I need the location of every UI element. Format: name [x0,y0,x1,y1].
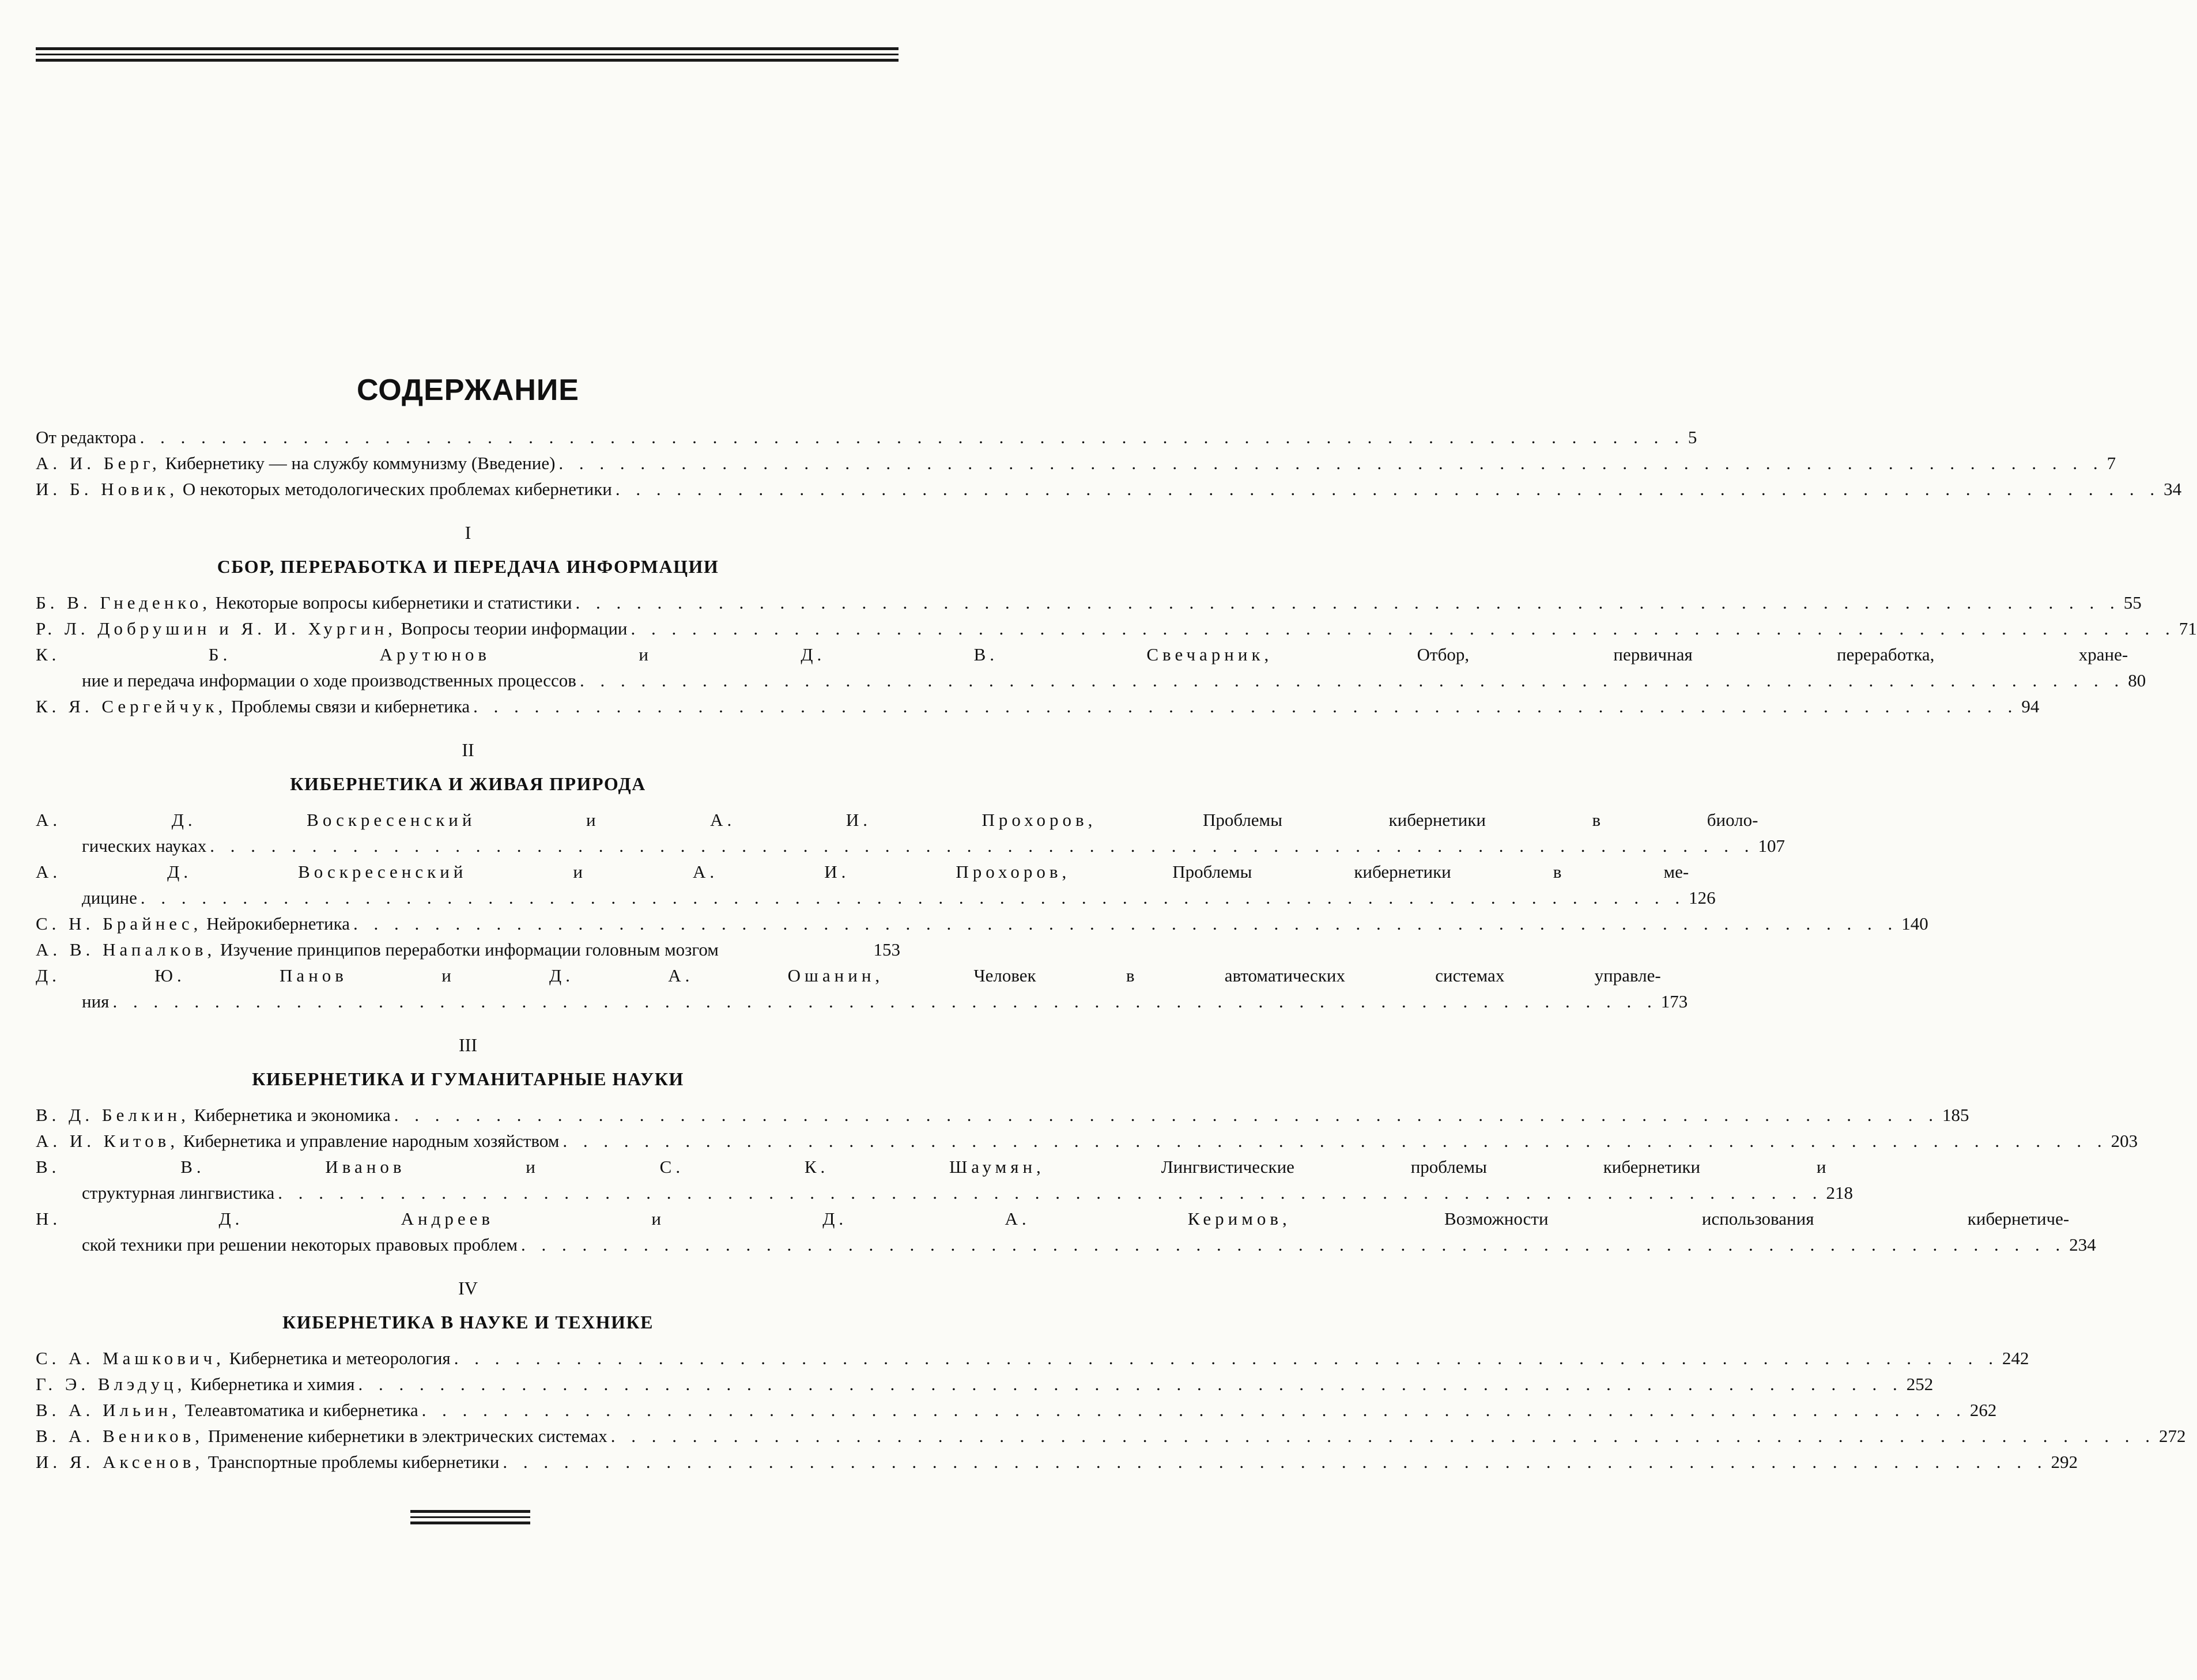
entry-continuation [36,1232,2069,1258]
entry-first-line [36,590,2124,616]
entry-body [36,807,1758,859]
entry-author: Д. Ю. Панов и Д. А. Ошанин, [36,965,884,986]
entry-title-continued: структурная лингвистика [82,1183,275,1203]
entry-title-continued: гических науках [82,836,207,856]
entry-first-line [36,693,2021,719]
dot-leader: . . . . . . . . . . . . . . . . . . . . . . . . . . . . . . . . . . . . . . . . . . . . . . . . . . . . . . . . . . . . . . . . . . . . . . . . . . . . [278,1183,1823,1203]
page-number: 107 [1758,836,1785,856]
section-title: СБОР, ПЕРЕРАБОТКА И ПЕРЕДАЧА ИНФОРМАЦИИ [217,556,719,577]
entry-first-line [36,476,2164,502]
entry-author: С. Н. Брайнес, [36,913,202,934]
toc-entry [36,1345,2029,1371]
entry-text [36,1345,451,1371]
entry-body [36,911,1901,937]
entry-first-line [36,641,2128,667]
toc-entry [36,937,900,962]
dot-leader: . . . . . . . . . . . . . . . . . . . . . . . . . . . . . . . . . . . . . . . . . . . . . . . . . . . . . . . . . . . . . . . . . . . . . . . . . . . . [473,696,2018,716]
toc-entry [36,476,2182,502]
dot-leader: . . . . . . . . . . . . . . . . . . . . . . . . . . . . . . . . . . . . . . . . . . . . . . . . . . . . . . . . . . . . . . . . . . . . . . . . . . . . [615,479,2161,499]
dot-leader: . . . . . . . . . . . . . . . . . . . . . . . . . . . . . . . . . . . . . . . . . . . . . . . . . . . . . . . . . . . . . . . . . . . . . . . . . . . . [520,1234,2066,1255]
toc-entry [36,616,2197,641]
toc-entry [36,450,2116,476]
dot-leader: . . . . . . . . . . . . . . . . . . . . . . . . . . . . . . . . . . . . . . . . . . . . . . . . . . . . . . . . . . . . . . . . . . . . . . . . . . . . [140,888,1686,908]
entry-body [36,693,2021,719]
page-number: 173 [1660,991,1688,1011]
section-number: I [465,522,471,543]
page-number: 94 [2021,696,2040,716]
toc-entry [36,1423,2186,1449]
entry-body [36,476,2164,502]
toc-entry [36,807,1785,859]
entry-first-line [36,1345,2002,1371]
entry-title: Проблемы кибернетики в ме- [1172,862,1689,882]
entry-body [36,1371,1907,1397]
entry-author: В. А. Веников, [36,1426,204,1446]
entry-body [36,1449,2051,1475]
entry-title: Кибернетика и экономика [194,1105,391,1125]
dot-leader: . . . . . . . . . . . . . . . . . . . . . . . . . . . . . . . . . . . . . . . . . . . . . . . . . . . . . . . . . . . . . . . . . . . . . . . . . . . . [358,1374,1903,1394]
toc-sections [36,519,2197,1475]
dot-leader: . . . . . . . . . . . . . . . . . . . . . . . . . . . . . . . . . . . . . . . . . . . . . . . . . . . . . . . . . . . . . . . . . . . . . . . . . . . . [353,913,1898,934]
entry-first-line [36,1397,1970,1423]
entry-continuation [36,1180,1826,1206]
entry-author: И. Б. Новик, [36,479,179,499]
entry-title: О некоторых методологических проблемах кибернетики [182,479,612,499]
dot-leader: . . . . . . . . . . . . . . . . . . . . . . . . . . . . . . . . . . . . . . . . . . . . . . . . . . . . . . . . . . . . . . . . . . . . . . . . . . . . [579,670,2125,690]
entry-title: Транспортные проблемы кибернетики [207,1452,500,1472]
page-number: 126 [1689,888,1716,908]
entry-continuation [36,988,1661,1014]
entry-title: Нейрокибернетика [206,913,350,934]
entry-text [36,1397,418,1423]
entry-first-line [36,1154,1826,1180]
entry-author: А. Д. Воскресенский и А. И. Прохоров, [36,810,1097,830]
entry-text [36,616,628,641]
page-number: 55 [2123,592,2142,613]
entry-text [36,911,350,937]
entry-text [36,1128,559,1154]
entry-text [36,590,572,616]
dot-leader: . . . . . . . . . . . . . . . . . . . . . . . . . . . . . . . . . . . . . . . . . . . . . . . . . . . . . . . . . . . . . . . . . . . . . . . . . . . . [394,1105,1939,1125]
dot-leader: . . . . . . . . . . . . . . . . . . . . . . . . . . . . . . . . . . . . . . . . . . . . . . . . . . . . . . . . . . . . . . . . . . . . . . . . . . . . [631,618,2176,639]
toc-entry [36,1102,1969,1128]
entry-first-line [36,937,859,962]
entry-text [36,693,470,719]
entry-body [36,962,1661,1014]
toc-entry [36,641,2146,693]
page-number: 242 [2002,1348,2029,1368]
entry-first-line [36,962,1661,988]
entry-continuation [36,885,1689,911]
toc-entry [36,962,1688,1014]
toc-entry [36,424,1697,450]
toc-entry [36,1154,1854,1206]
entry-title: Применение кибернетики в электрических системах [207,1426,607,1446]
entry-body [36,424,1688,450]
page-number: 234 [2069,1234,2096,1255]
entry-title: Человек в автоматических системах управле- [973,965,1661,986]
toc-entry [36,1397,1997,1423]
entry-author: А. В. Напалков, [36,939,216,960]
entry-title: Кибернетику — на службу коммунизму (Введение) [165,453,556,473]
entry-body [36,937,859,962]
entry-first-line [36,807,1758,833]
dot-leader: . . . . . . . . . . . . . . . . . . . . . . . . . . . . . . . . . . . . . . . . . . . . . . . . . . . . . . . . . . . . . . . . . . . . . . . . . . . . [558,453,2104,473]
entry-author: А. Д. Воскресенский и А. И. Прохоров, [36,862,1071,882]
entry-first-line [36,1206,2069,1232]
top-double-rule [36,47,899,65]
entry-first-line [36,450,2107,476]
page-number: 185 [1942,1105,1969,1125]
page-number: 203 [2111,1131,2138,1151]
dot-leader: . . . . . . . . . . . . . . . . . . . . . . . . . . . . . . . . . . . . . . . . . . . . . . . . . . . . . . . . . . . . . . . . . . . . . . . . . . . . [421,1400,1966,1420]
intro-entries [36,424,2182,502]
section-title: КИБЕРНЕТИКА В НАУКЕ И ТЕХНИКЕ [282,1312,654,1332]
entry-author: Р. Л. Добрушин и Я. И. Хургин, [36,618,397,639]
entry-title-continued: ние и передача информации о ходе производственных процессов [82,670,576,690]
toc-entry [36,1449,2078,1475]
page-number: 80 [2128,670,2146,690]
entry-text [36,937,719,962]
dot-leader: . . . . . . . . . . . . . . . . . . . . . . . . . . . . . . . . . . . . . . . . . . . . . . . . . . . . . . . . . . . . . . . . . . . . . . . . . . . . [139,427,1685,447]
entry-body [36,590,2124,616]
entry-body [36,1423,2159,1449]
toc-entry [36,1206,2096,1258]
entry-body [36,450,2107,476]
entry-title: Проблемы кибернетики в биоло- [1202,810,1758,830]
entry-title-continued: дицине [82,888,137,908]
entry-first-line [36,1102,1942,1128]
entry-first-line [36,1449,2051,1475]
entry-text [36,1102,391,1128]
entry-body [36,1128,2111,1154]
entry-title: Возможности использования кибернетиче- [1444,1209,2070,1229]
entry-body [36,1102,1942,1128]
toc-entry [36,859,1716,911]
section-title: КИБЕРНЕТИКА И ЖИВАЯ ПРИРОДА [290,773,646,794]
entry-continuation [36,833,1758,859]
entry-author: С. А. Машкович, [36,1348,225,1368]
entry-author: Г. Э. Влэдуц, [36,1374,186,1394]
entry-title: Отбор, первичная переработка, хране- [1417,644,2128,665]
entry-author: А. И. Берг, [36,453,161,473]
section-number: II [462,739,474,760]
entry-author: А. И. Китов, [36,1131,179,1151]
entry-first-line [36,1128,2111,1154]
dot-leader: . . . . . . . . . . . . . . . . . . . . . . . . . . . . . . . . . . . . . . . . . . . . . . . . . . . . . . . . . . . . . . . . . . . . . . . . . . . . [563,1131,2108,1151]
entry-body [36,1397,1970,1423]
entry-first-line [36,911,1901,937]
section-number: IV [458,1278,478,1298]
entry-author: В. Д. Белкин, [36,1105,190,1125]
page-title: СОДЕРЖАНИЕ [357,373,579,407]
entry-continuation [36,667,2128,693]
toc-entry [36,1128,2138,1154]
entry-author: Н. Д. Андреев и Д. А. Керимов, [36,1209,1291,1229]
entry-text [36,1371,354,1397]
entry-title: Вопросы теории информации [401,618,628,639]
page-number: 218 [1826,1183,1854,1203]
entry-title-continued: ния [82,991,110,1011]
page-number: 262 [1969,1400,1997,1420]
toc-entry [36,911,1928,937]
entry-author: В. В. Иванов и С. К. Шаумян, [36,1157,1045,1177]
page-number: 272 [2159,1426,2186,1446]
page-number: 7 [2107,453,2116,473]
entry-author: И. Я. Аксенов, [36,1452,204,1472]
entry-first-line [36,1423,2159,1449]
entry-title-continued: ской техники при решении некоторых правовых проблем [82,1234,518,1255]
entry-title: Проблемы связи и кибернетика [231,696,470,716]
entry-title: Лингвистические проблемы кибернетики и [1161,1157,1826,1177]
entry-text [36,450,555,476]
entry-title: Кибернетика и химия [190,1374,355,1394]
dot-leader: . . . . . . . . . . . . . . . . . . . . . . . . . . . . . . . . . . . . . . . . . . . . . . . . . . . . . . . . . . . . . . . . . . . . . . . . . . . . [575,592,2120,613]
page-number: 34 [2164,479,2182,499]
page-number: 153 [873,939,900,960]
dot-leader: . . . . . . . . . . . . . . . . . . . . . . . . . . . . . . . . . . . . . . . . . . . . . . . . . . . . . . . . . . . . . . . . . . . . . . . . . . . . [454,1348,1999,1368]
entry-text [36,476,612,502]
section-title: КИБЕРНЕТИКА И ГУМАНИТАРНЫЕ НАУКИ [252,1069,684,1089]
bottom-double-rule [410,1510,530,1528]
page-number: 140 [1901,913,1928,934]
dot-leader: . . . . . . . . . . . . . . . . . . . . . . . . . . . . . . . . . . . . . . . . . . . . . . . . . . . . . . . . . . . . . . . . . . . . . . . . . . . . [610,1426,2156,1446]
page-number: 252 [1906,1374,1934,1394]
entry-title: Кибернетика и метеорология [229,1348,451,1368]
entry-body [36,1154,1826,1206]
entry-author: К. Б. Арутюнов и Д. В. Свечарник, [36,644,1273,665]
page-number: 71 [2179,618,2197,639]
toc-entry [36,1371,1934,1397]
entry-body [36,641,2128,693]
entry-title: Изучение принципов переработки информации головным мозгом [220,939,719,960]
table-of-contents [36,369,2197,1475]
toc-entry [36,590,2142,616]
page-number: 292 [2051,1452,2078,1472]
page-number: 5 [1688,427,1697,447]
entry-title: Телеавтоматика и кибернетика [184,1400,418,1420]
entry-title: Некоторые вопросы кибернетики и статистики [215,592,572,613]
entry-text [36,424,137,450]
entry-body [36,1206,2069,1258]
entry-first-line [36,616,2179,641]
entry-title: Кибернетика и управление народным хозяйством [183,1131,560,1151]
dot-leader: . . . . . . . . . . . . . . . . . . . . . . . . . . . . . . . . . . . . . . . . . . . . . . . . . . . . . . . . . . . . . . . . . . . . . . . . . . . . [210,836,1755,856]
entry-author: В. А. Ильин, [36,1400,180,1420]
entry-first-line [36,424,1688,450]
entry-body [36,859,1689,911]
dot-leader: . . . . . . . . . . . . . . . . . . . . . . . . . . . . . . . . . . . . . . . . . . . . . . . . . . . . . . . . . . . . . . . . . . . . . . . . . . . . [112,991,1658,1011]
entry-title: От редактора [36,427,137,447]
entry-first-line [36,859,1689,885]
entry-body [36,616,2179,641]
entry-first-line [36,1371,1907,1397]
entry-text [36,1423,607,1449]
section-number: III [459,1035,477,1055]
entry-body [36,1345,2002,1371]
entry-text [36,1449,499,1475]
toc-entry [36,693,2040,719]
dot-leader: . . . . . . . . . . . . . . . . . . . . . . . . . . . . . . . . . . . . . . . . . . . . . . . . . . . . . . . . . . . . . . . . . . . . . . . . . . . . [503,1452,2048,1472]
entry-author: Б. В. Гнеденко, [36,592,212,613]
entry-author: К. Я. Сергейчук, [36,696,227,716]
